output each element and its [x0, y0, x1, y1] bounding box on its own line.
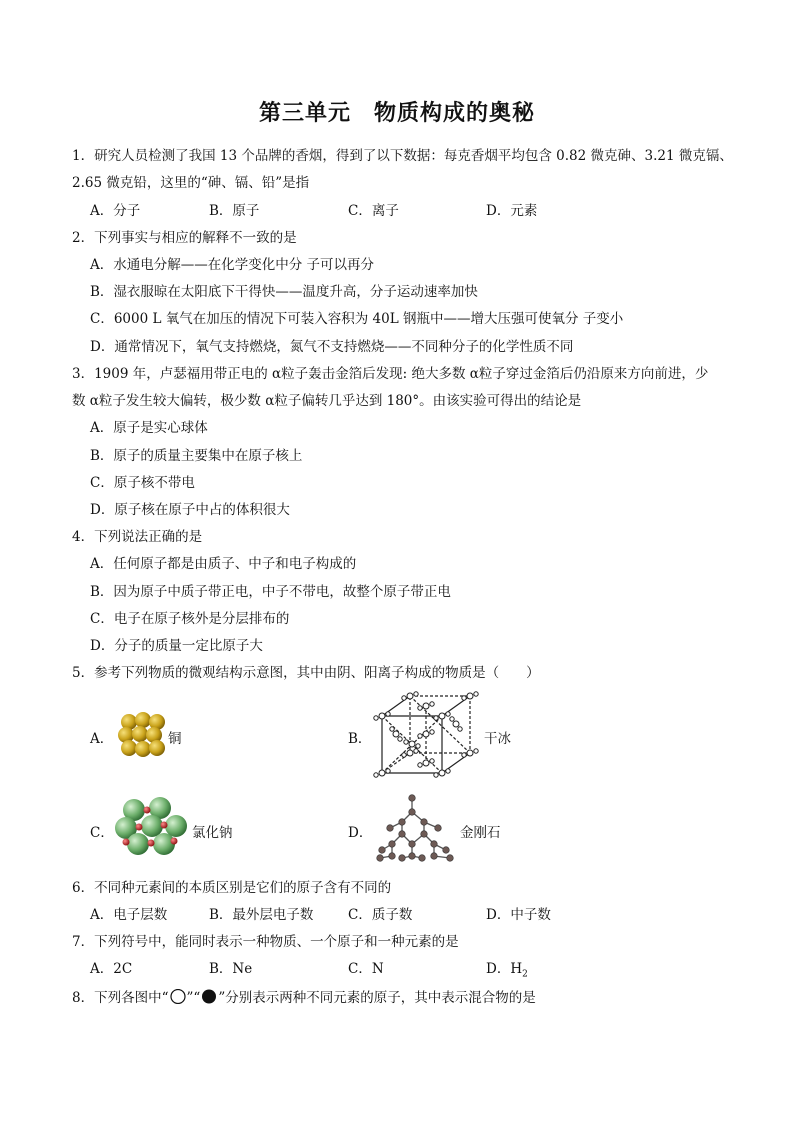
q3-option-b: B．原子的质量主要集中在原子核上: [90, 448, 303, 464]
q7-option-a: A．2C: [90, 961, 133, 977]
copper-structure-image: [116, 710, 170, 760]
q4-option-a: A．任何原子都是由质子、中子和电子构成的: [90, 556, 357, 572]
q2-option-b: B．湿衣服晾在太阳底下干得快——温度升高，分子运动速率加快: [90, 284, 478, 300]
q5-option-d-letter: D．: [348, 825, 373, 841]
q8-stem-mid: ”“: [186, 990, 201, 1006]
q2-option-a: A．水通电分解——在化学变化中分 子可以再分: [90, 257, 375, 273]
q1-option-c: C．离子: [348, 203, 399, 219]
q7-option-d-text: D．H: [486, 961, 523, 977]
q7-option-b: B．Ne: [209, 961, 253, 977]
q5-option-b-label: 干冰: [484, 731, 511, 747]
q1-stem-line2: 2.65 微克铅，这里的“砷、镉、铅”是指: [72, 175, 310, 191]
q2-stem: 2．下列事实与相应的解释不一致的是: [72, 230, 297, 246]
q8-stem-after: ”分别表示两种不同元素的原子，其中表示混合物的是: [218, 990, 536, 1006]
q1-option-b: B．原子: [209, 203, 260, 219]
q5-option-a-label: 铜: [168, 731, 182, 747]
hollow-circle-icon: [169, 989, 187, 1004]
q4-option-d: D．分子的质量一定比原子大: [90, 638, 263, 654]
q4-option-b: B．因为原子中质子带正电，中子不带电，故整个原子带正电: [90, 584, 451, 600]
q6-option-b: B．最外层电子数: [209, 907, 314, 923]
q8-stem-before: 8．下列各图中“: [72, 990, 169, 1006]
q6-stem: 6．不同种元素间的本质区别是它们的原子含有不同的: [72, 880, 392, 896]
q1-stem-line1: 1．研究人员检测了我国 13 个品牌的香烟，得到了以下数据：每克香烟平均包含 0.82 微克砷、3.21 微克镉、: [72, 148, 733, 164]
q1-option-a: A．分子: [90, 203, 141, 219]
q2-option-c: C．6000 L 氧气在加压的情况下可装入容积为 40L 钢瓶中——增大压强可使氧分 子变小: [90, 311, 624, 327]
q6-option-d: D．中子数: [486, 907, 551, 923]
q5-option-a-letter: A．: [90, 731, 114, 747]
diamond-structure-image: [372, 792, 456, 862]
q7-stem: 7．下列符号中，能同时表示一种物质、一个原子和一种元素的是: [72, 934, 459, 950]
sodium-chloride-structure-image: [112, 796, 190, 858]
q5-option-c-letter: C．: [90, 825, 114, 841]
q5-option-d-label: 金刚石: [460, 825, 501, 841]
q7-option-c: C．N: [348, 961, 384, 977]
solid-circle-icon: [200, 989, 218, 1004]
page-title: 第三单元 物质构成的奥秘: [258, 101, 535, 126]
q3-stem-line2: 数 α粒子发生较大偏转，极少数 α粒子偏转几乎达到 180°。由该实验可得出的结论是: [72, 393, 582, 409]
q5-option-b-letter: B．: [348, 731, 372, 747]
q3-stem-line1: 3．1909 年，卢瑟福用带正电的 α粒子轰击金箔后发现: 绝大多数 α粒子穿过金箔后仍沿原来方向前进，少: [72, 366, 709, 382]
q3-option-a: A．原子是实心球体: [90, 420, 208, 436]
q4-option-c: C．电子在原子核外是分层排布的: [90, 611, 290, 627]
q8-stem: [72, 986, 536, 1006]
q6-option-c: C．质子数: [348, 907, 413, 923]
q6-option-a: A．电子层数: [90, 907, 168, 923]
q7-option-d-subscript: 2: [522, 969, 528, 980]
q7-option-d: [486, 957, 528, 980]
q3-option-d: D．原子核在原子中占的体积很大: [90, 502, 290, 518]
q3-option-c: C．原子核不带电: [90, 475, 195, 491]
dry-ice-structure-image: [372, 688, 484, 780]
q2-option-d: D．通常情况下，氧气支持燃烧，氮气不支持燃烧——不同种分子的化学性质不同: [90, 339, 574, 355]
q1-option-d: D．元素: [486, 203, 538, 219]
q4-stem: 4．下列说法正确的是: [72, 529, 203, 545]
q5-stem: 5．参考下列物质的微观结构示意图，其中由阴、阳离子构成的物质是（ ）: [72, 665, 540, 681]
q5-option-c-label: 氯化钠: [192, 825, 233, 841]
